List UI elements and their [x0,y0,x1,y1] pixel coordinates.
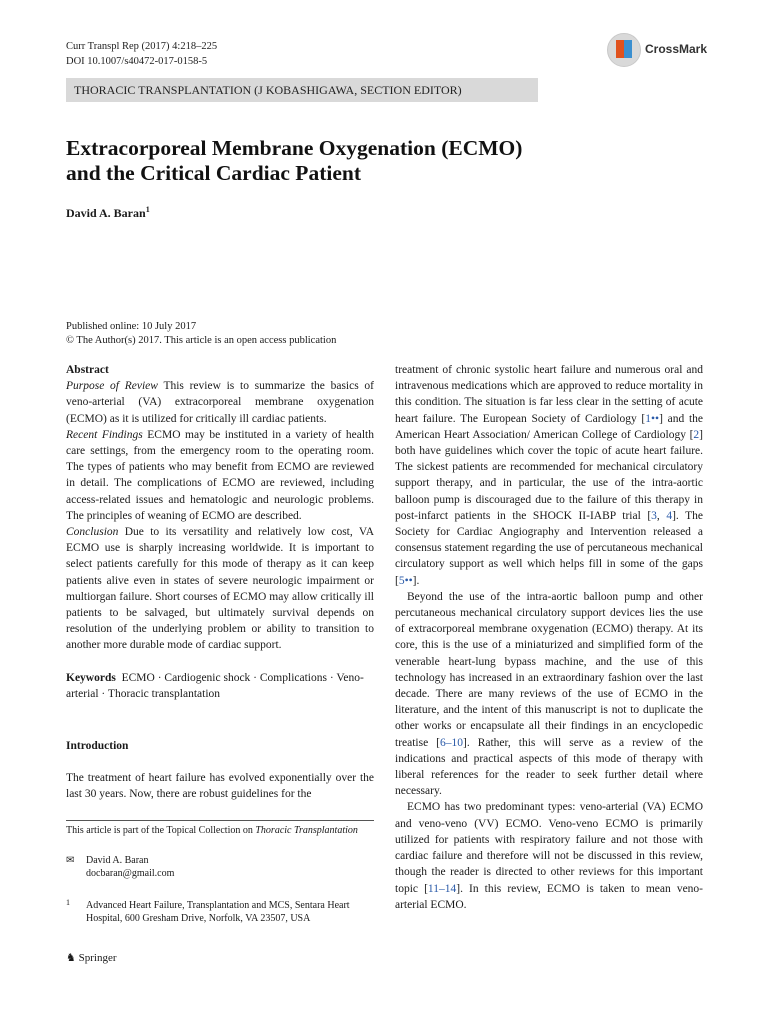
title-line-1: Extracorporeal Membrane Oxygenation (ECMO) [66,136,523,160]
mail-icon: ✉ [66,855,75,866]
collection-name: Thoracic Transplantation [255,825,358,836]
keywords-text: ECMO · Cardiogenic shock · Complications · Veno-arterial · Thoracic transplantation [66,672,364,701]
ref-link[interactable]: 4 [666,509,673,522]
topical-collection-note [66,824,386,837]
abstract-purpose [66,378,374,427]
affiliation-block [66,899,376,925]
journal-citation: Curr Transpl Rep (2017) 4:218–225 [66,41,218,52]
author-text: David A. Baran [66,206,146,220]
introduction-text: The treatment of heart failure has evolved exponentially over the last 30 years. Now, there are robust guidelines for the [66,772,374,801]
contact-email[interactable]: docbaran@gmail.com [86,868,175,879]
author-name [66,205,150,221]
crossmark-badge[interactable] [607,33,727,67]
article-title [66,136,626,186]
abstract-heading: Abstract [66,364,109,376]
ref-link[interactable]: 6–10 [440,736,464,749]
author-affiliation-marker: 1 [145,205,150,214]
conclusion-label: Conclusion [66,526,119,539]
affiliation-text: Advanced Heart Failure, Transplantation and MCS, Sentara Heart Hospital, 600 Gresham Drive, Norfolk, VA 23507, USA [86,900,350,924]
conclusion-text: Due to its versatility and relatively low cost, VA ECMO use is sharply increasing worldwide. It is important to select patients carefully for this mode of therapy as it can keep patients alive even in states of severe neurologic impairment or multiorgan failure. Short courses of ECMO may allow critically ill patients to be salvaged, but ultimately survival depends on resolution of the underlying problem or ability to transition to another more durable mode of cardiac support. [66,526,374,652]
footnote-divider [66,820,374,821]
findings-label: Recent Findings [66,428,143,441]
ref-link[interactable]: 11–14 [427,882,457,895]
paragraph-2: Beyond the use of the intra-aortic balloon pump and other percutaneous mechanical circulatory support devices lies the use of extracorporeal membrane oxygenation (ECMO) therapy. At its core, this is the use of a miniaturized and simplified form of the venerable heart-lung bypass machine, and the use of this technology has increased in an extraordinary fashion over the last decade. There are many reviews of the use of ECMO in the literature, and the intent of this manuscript is not to duplicate the other works or encapsulate all their findings in an encyclopedic treatise [6–10]. Rather, this will serve as a review of the indications and practical aspects of this mode of therapy with liberal references for the reader to seek further detail where necessary. [395,590,703,798]
title-line-2: and the Critical Cardiac Patient [66,161,361,185]
body-right-column [395,362,703,913]
copyright-line: © The Author(s) 2017. This article is an open access publication [66,335,337,346]
crossmark-icon [607,33,641,67]
abstract-block [66,362,374,654]
ref-link[interactable]: 2 [693,428,700,441]
introduction-heading: Introduction [66,740,129,752]
purpose-label: Purpose of Review [66,380,158,393]
springer-horse-icon: ♞ [66,952,76,964]
abstract-conclusion [66,524,374,654]
doi-line: DOI 10.1007/s40472-017-0158-5 [66,56,208,67]
ref-link[interactable]: 5•• [398,574,413,587]
publisher-logo [66,951,117,964]
keywords-block [66,670,374,702]
keywords-label: Keywords [66,672,116,684]
affiliation-number: 1 [66,898,70,907]
findings-text: ECMO may be instituted in a variety of health care settings, from the emergency room to the operating room. The types of patients who may benefit from ECMO are reviewed in detail. The complications of ECMO are reviewed, including access-related issues and hematologic and neurologic problems. The principles of weaning of ECMO are described. [66,428,374,522]
published-date: Published online: 10 July 2017 [66,321,197,332]
paragraph-3: ECMO has two predominant types: veno-arterial (VA) ECMO and veno-veno (VV) ECMO. Veno-veno ECMO is primarily utilized for patients with respiratory failure and not those with cardiac failure and therefore will not be discussed in this review, though the reader is directed to other reviews for this important topic [11–14]. In this review, ECMO is taken to mean veno-arterial ECMO. [395,801,704,911]
ref-link[interactable]: 1•• [645,412,660,425]
correspondence-block [66,854,174,880]
abstract-findings [66,427,374,524]
publication-info [66,320,336,348]
contact-name: David A. Baran [86,855,149,866]
publisher-name: Springer [78,952,117,964]
purpose-text: This review is to summarize the basics of veno-arterial (VA) extracorporeal membrane oxygenation (ECMO) as it is utilized for critically ill cardiac patients. [66,380,374,425]
collection-prefix: This article is part of the Topical Collection on [66,825,256,836]
crossmark-label: CrossMark [645,42,708,56]
ref-link[interactable]: 3 [651,509,657,522]
section-banner: THORACIC TRANSPLANTATION (J KOBASHIGAWA, SECTION EDITOR) [66,78,538,102]
paragraph-1: treatment of chronic systolic heart failure and numerous oral and intravenous medications which are approved to reduce mortality in this condition. The situation is far less clear in the setting of acute heart failure. The European Society of Cardiology [1••] and the American Heart Association/ American College of Cardiology [2] both have guidelines which cover the topic of acute heart failure. The sickest patients are recommended for mechanical circulatory support therapy, and in particular, the use of the intra-aortic balloon pump is discouraged due to the failure of this therapy in post-infarct patients in the SHOCK II-IABP trial [3, 4]. The Society for Cardiac Angiography and Intervention released a consensus statement regarding the use of percutaneous mechanical circulatory support as well which helps fill in some of the gaps [5••]. [395,364,704,587]
